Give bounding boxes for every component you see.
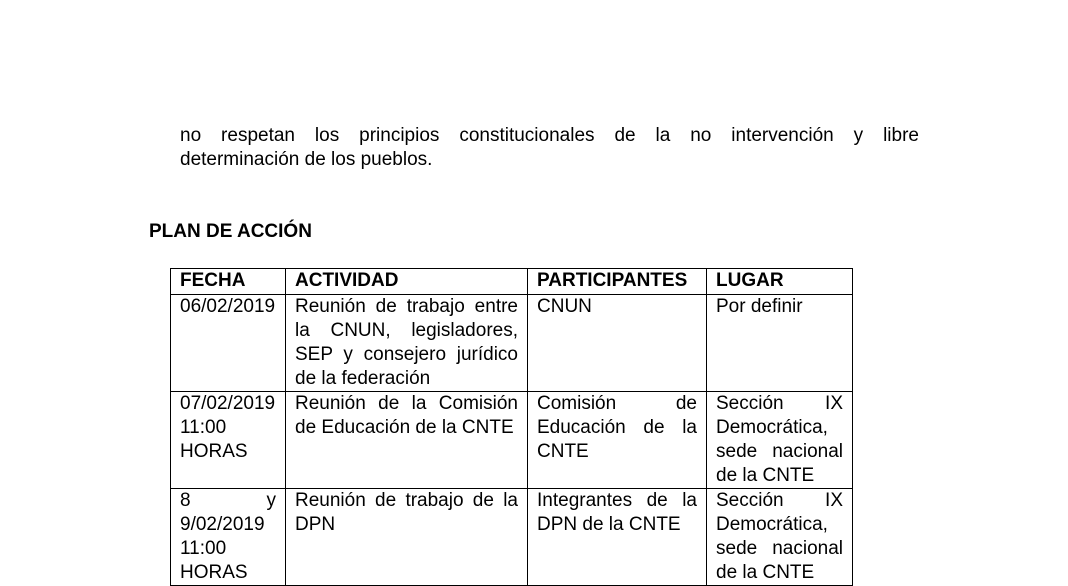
cell-fecha: 06/02/2019 [171, 295, 286, 392]
paragraph-line-1: no respetan los principios constitucionales de la no intervención y libre [180, 125, 919, 146]
paragraph-line-2: determinación de los pueblos. [180, 149, 433, 170]
body-paragraph [180, 124, 919, 172]
table-row [171, 295, 853, 392]
cell-fecha: 8 y 9/02/2019 11:00 HORAS [171, 489, 286, 586]
section-heading: PLAN DE ACCIÓN [149, 221, 312, 242]
header-actividad: ACTIVIDAD [286, 269, 528, 295]
cell-actividad: Reunión de la Comisión de Educación de la CNTE [286, 392, 528, 489]
cell-participantes: Integrantes de la DPN de la CNTE [528, 489, 707, 586]
header-participantes: PARTICIPANTES [528, 269, 707, 295]
cell-lugar: Sección IX Democrática, sede nacional de la CNTE [707, 489, 853, 586]
table-row [171, 392, 853, 489]
cell-participantes: CNUN [528, 295, 707, 392]
table-header-row [171, 269, 853, 295]
header-lugar: LUGAR [707, 269, 853, 295]
cell-lugar: Por definir [707, 295, 853, 392]
cell-actividad: Reunión de trabajo entre la CNUN, legisladores, SEP y consejero jurídico de la federación [286, 295, 528, 392]
action-plan-table [170, 268, 853, 586]
table-row [171, 489, 853, 586]
header-fecha: FECHA [171, 269, 286, 295]
cell-participantes: Comisión de Educación de la CNTE [528, 392, 707, 489]
cell-lugar: Sección IX Democrática, sede nacional de la CNTE [707, 392, 853, 489]
cell-fecha: 07/02/2019 11:00 HORAS [171, 392, 286, 489]
cell-actividad: Reunión de trabajo de la DPN [286, 489, 528, 586]
